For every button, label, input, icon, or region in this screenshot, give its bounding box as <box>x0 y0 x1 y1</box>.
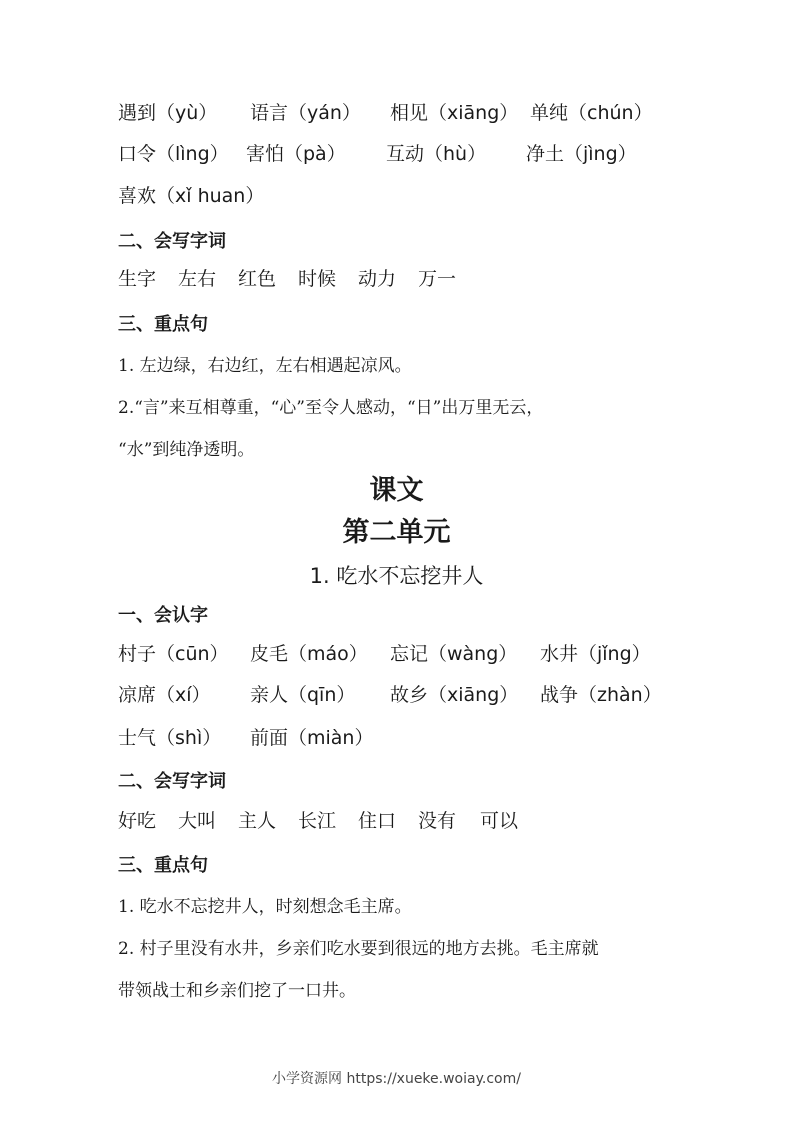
section-heading-write: 二、会写字词 <box>118 231 226 252</box>
footer-source: 小学资源网 https://xueke.woiay.com/ <box>272 1071 521 1087</box>
write-word: 主人 <box>238 810 277 832</box>
word-row-3 <box>118 723 718 753</box>
write-word: 没有 <box>418 810 457 832</box>
word-item: 战争（zhàn） <box>540 684 662 706</box>
write-words-row <box>118 264 718 294</box>
section-heading-read: 一、会认字 <box>118 605 208 626</box>
word-row-2 <box>118 680 718 710</box>
write-word: 生字 <box>118 268 157 290</box>
write-word: 住口 <box>358 810 397 832</box>
write-words-row <box>118 806 718 836</box>
word-item: 亲人（qīn） <box>250 684 356 706</box>
word-item: 喜欢（xǐ huan） <box>118 185 265 207</box>
word-item: 故乡（xiāng） <box>390 684 519 706</box>
word-item: 单纯（chún） <box>530 102 653 124</box>
write-word: 左右 <box>178 268 217 290</box>
section-heading-sentences: 三、重点句 <box>118 855 208 876</box>
key-sentence: 带领战士和乡亲们挖了一口井。 <box>118 981 356 1001</box>
write-word: 好吃 <box>118 810 157 832</box>
key-sentence: 2.“言”来互相尊重，“心”至令人感动，“日”出万里无云， <box>118 398 544 418</box>
word-item: 害怕（pà） <box>246 143 346 165</box>
word-item: 净土（jìng） <box>526 143 637 165</box>
write-word: 长江 <box>298 810 337 832</box>
word-item: 语言（yán） <box>250 102 361 124</box>
word-item: 遇到（yù） <box>118 102 218 124</box>
word-item: 凉席（xí） <box>118 684 211 706</box>
section-heading-write: 二、会写字词 <box>118 771 226 792</box>
write-word: 红色 <box>238 268 277 290</box>
word-item: 相见（xiāng） <box>390 102 519 124</box>
write-word: 大叫 <box>178 810 217 832</box>
key-sentence: 1. 左边绿，右边红，左右相遇起凉风。 <box>118 356 412 376</box>
word-item: 士气（shì） <box>118 727 222 749</box>
lesson-title: 1. 吃水不忘挖井人 <box>309 564 484 588</box>
unit-title: 第二单元 <box>342 517 451 548</box>
word-row-2 <box>118 139 718 169</box>
write-word: 万一 <box>418 268 457 290</box>
word-item: 村子（cūn） <box>118 643 229 665</box>
key-sentence: “水”到纯净透明。 <box>118 440 255 460</box>
write-word: 时候 <box>298 268 337 290</box>
write-word: 可以 <box>480 810 519 832</box>
word-item: 忘记（wàng） <box>390 643 518 665</box>
key-sentence: 1. 吃水不忘挖井人，时刻想念毛主席。 <box>118 897 412 917</box>
word-item: 皮毛（máo） <box>250 643 368 665</box>
word-item: 口令（lìng） <box>118 143 229 165</box>
word-row-3 <box>118 181 718 211</box>
word-item: 前面（miàn） <box>250 727 374 749</box>
word-item: 水井（jǐng） <box>540 643 651 665</box>
word-row-1 <box>118 98 718 128</box>
word-item: 互动（hù） <box>386 143 487 165</box>
key-sentence: 2. 村子里没有水井，乡亲们吃水要到很远的地方去挑。毛主席就 <box>118 939 599 959</box>
write-word: 动力 <box>358 268 397 290</box>
section-heading-sentences: 三、重点句 <box>118 314 208 335</box>
page-title: 课文 <box>369 475 424 506</box>
word-row-1 <box>118 639 718 669</box>
